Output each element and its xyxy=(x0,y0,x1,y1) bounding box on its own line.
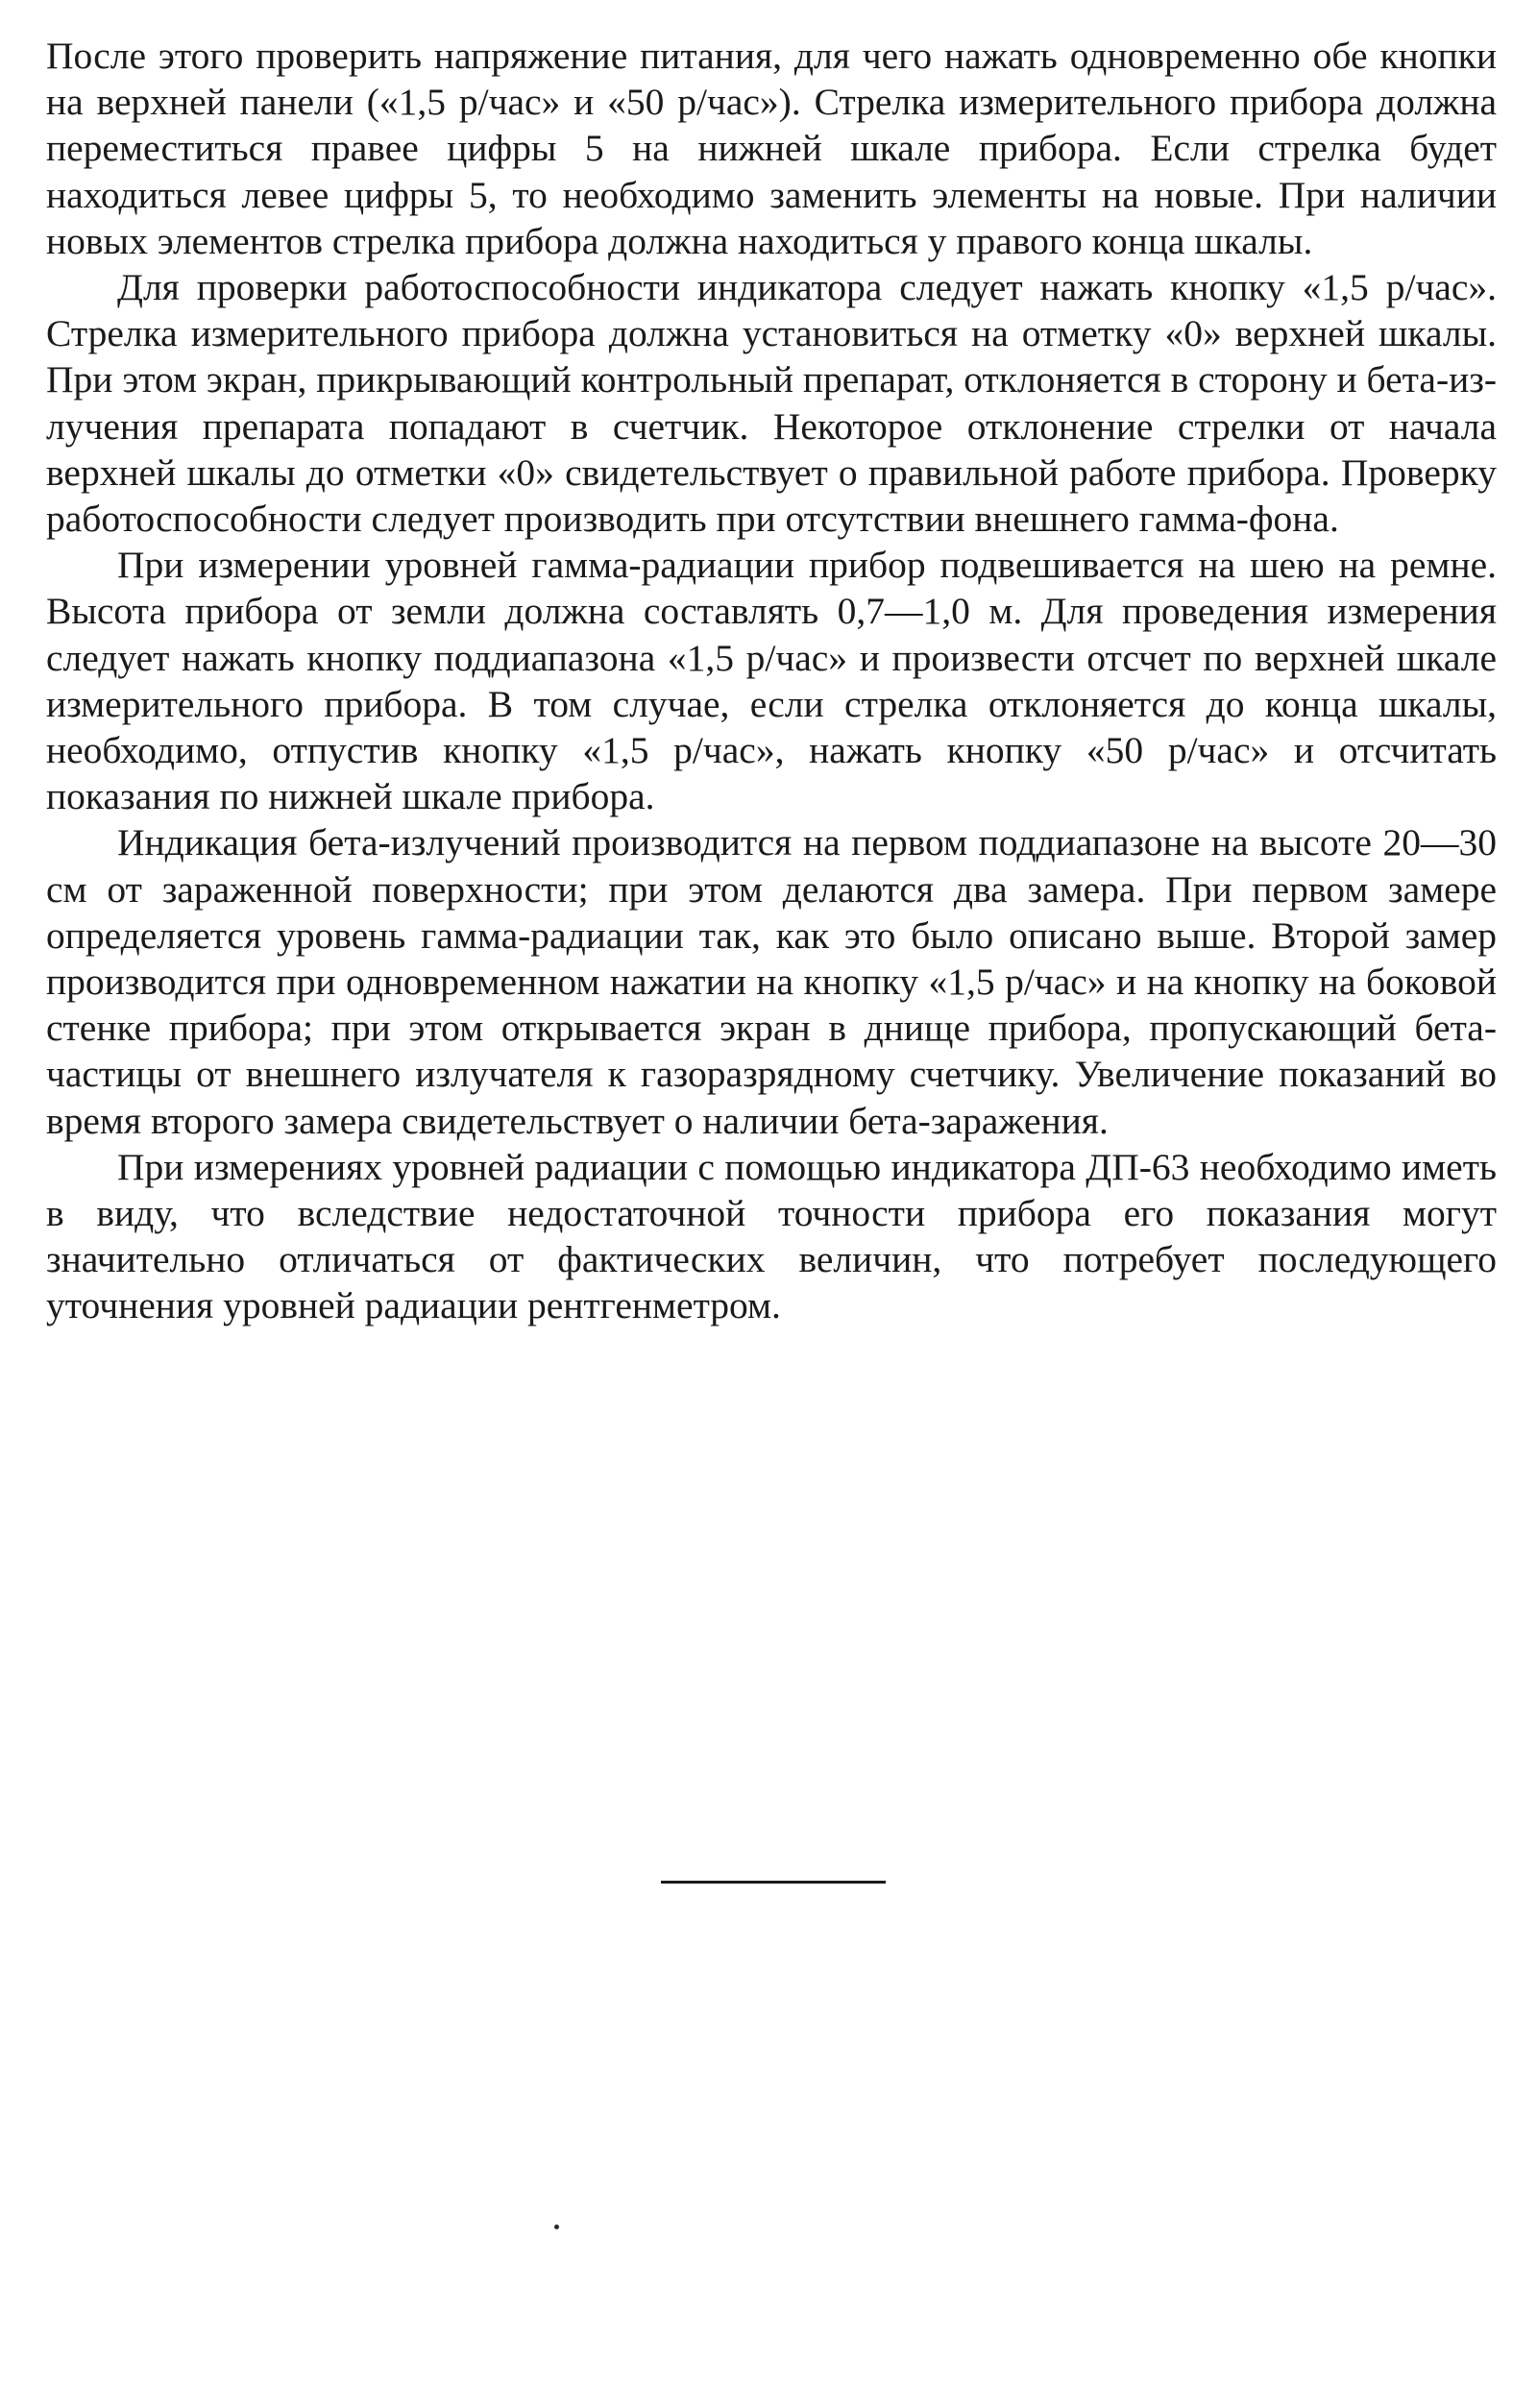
paragraph-5: При измерениях уровней радиации с помощью индикатора ДП-63 необходимо иметь в виду, что вследствие недостаточной точности прибора его показания могут значительно отличаться от фактических величин, что потребует последующего уточнения уровней радиации рентгенметром. xyxy=(46,1145,1497,1327)
paragraph-3: При измерении уровней гамма-радиации прибор подвешивается на шею на ремне. Высота прибора от земли должна составлять 0,7—1,0 м. Для проведения измерения следует нажать кнопку поддиапазона «1,5 р/час» и произвести отсчет по верхней шкале измерительного прибора. В том случае, если стрелка отклоняется до конца шкалы, необходимо, отпустив кнопку «1,5 р/час», нажать кнопку «50 р/час» и отсчитать показания по нижней шкале прибора. xyxy=(46,544,1497,818)
stray-dot xyxy=(554,2225,559,2229)
document-body xyxy=(46,33,1497,1329)
paragraph-2: Для проверки работоспособности индикатора следует нажать кнопку «1,5 р/час». Стрелка измерительного прибора должна установиться на отметку «0» верхней шкалы. При этом экран, прикрывающий контрольный препарат, отклоняется в сторону и бета-излучения препарата попадают в счетчик. Некоторое отклонение стрелки от начала верхней шкалы до отметки «0» свидетельствует о правильной работе прибора. Проверку работоспособности следует производить при отсутствии внешнего гамма-фона. xyxy=(46,266,1497,541)
section-end-rule xyxy=(661,1881,886,1884)
paragraph-4: Индикация бета-излучений производится на первом поддиапазоне на высоте 20—30 см от зараженной поверхности; при этом делаются два замера. При первом замере определяется уровень гамма-радиации так, как это было описано выше. Второй замер производится при одновременном нажатии на кнопку «1,5 р/час» и на кнопку на боковой стенке прибора; при этом открывается экран в днище прибора, пропускающий бета-частицы от внешнего излучателя к газоразрядному счетчику. Увеличение показаний во время второго замера свидетельствует о наличии бета-заражения. xyxy=(46,821,1497,1142)
paragraph-1: После этого проверить напряжение питания, для чего нажать одновременно обе кнопки на верхней панели («1,5 р/час» и «50 р/час»). Стрелка измерительного прибора должна переместиться правее цифры 5 на нижней шкале прибора. Если стрелка будет находиться левее цифры 5, то необходимо заменить элементы на новые. При наличии новых элементов стрелка прибора должна находиться у правого конца шкалы. xyxy=(46,35,1497,262)
